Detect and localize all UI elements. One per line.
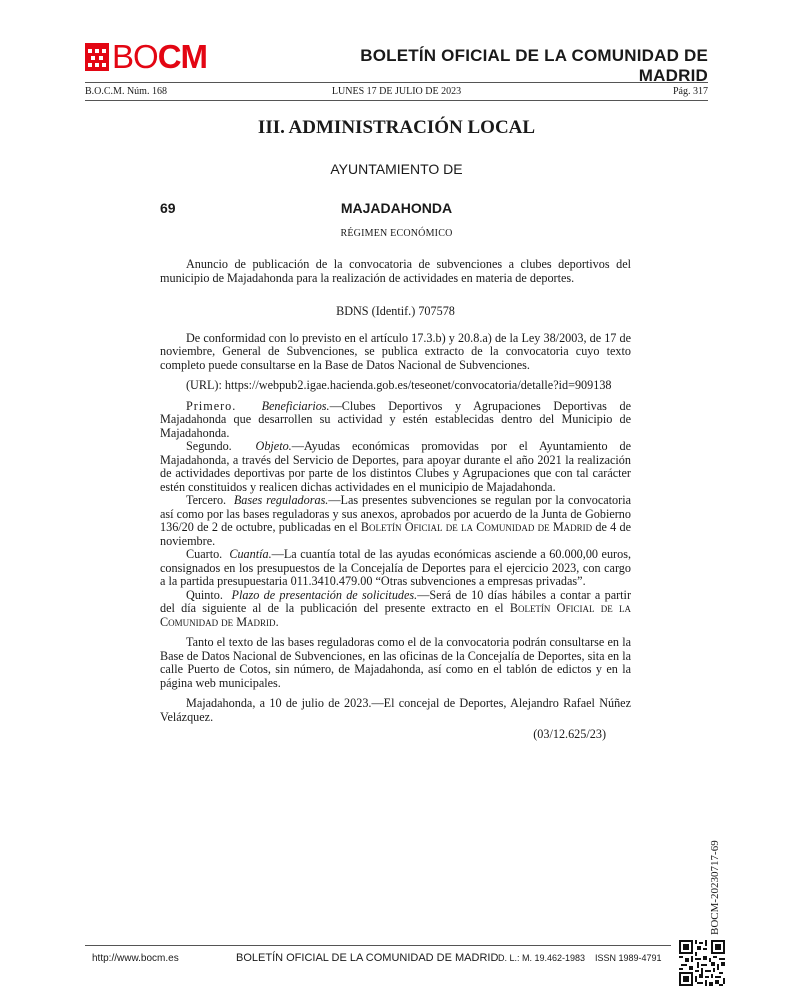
url-line: (URL): https://webpub2.igae.hacienda.gob.es/teseonet/convocatoria/detalle?id=909138 [186, 378, 612, 392]
announcement-body [160, 248, 631, 742]
regime-heading: RÉGIMEN ECONÓMICO [340, 228, 453, 239]
clause-text: —Las presentes subvenciones se regulan por la convocatoria así como por las bases reguladoras y sus anexos, aprobados por acuerdo de la Junta de Gobierno 136/20 de 2 de octubre, publicadas en el [160, 493, 631, 534]
bocm-logo [85, 40, 207, 74]
clause-tercero [160, 494, 631, 548]
logo-cm: CM [157, 38, 208, 75]
footer-url: http://www.bocm.es [92, 953, 179, 964]
header-rule-top [85, 82, 708, 83]
clause-text: —La cuantía total de las ayudas económicas asciende a 60.000,00 euros, consignados en los presupuestos de la Concejalía de Deportes para el ejercicio 2023, con cargo a la partida presupuestaria 011.3410.479.00 “Otras subvenciones a empresas privadas”. [160, 547, 631, 588]
entity-name: MAJADAHONDA [340, 200, 453, 216]
clause-text: . [275, 614, 279, 629]
clause-title: Bases reguladoras. [233, 493, 329, 507]
footer-issn: ISSN 1989-4791 [595, 953, 662, 963]
clause-label: Tercero. [186, 493, 227, 507]
clause-title: Plazo de presentación de solicitudes. [231, 587, 418, 602]
publication-date: LUNES 17 DE JULIO DE 2023 [331, 86, 462, 97]
side-code [705, 830, 725, 935]
page-number: Pág. 317 [673, 86, 708, 97]
signature-paragraph: Majadahonda, a 10 de julio de 2023.—El concejal de Deportes, Alejandro Rafael Núñez Velázquez. [160, 696, 631, 724]
clause-text: de 4 de noviembre. [160, 520, 632, 548]
clause-segundo [160, 440, 631, 494]
consultation-paragraph: Tanto el texto de las bases reguladoras como el de la convocatoria podrán consultarse en la Base de Datos Nacional de Subvenciones, en las oficinas de la Concejalía de Deportes, sita en la calle Puerto de Cotos, sin número, de Majadahonda, así como en el tablón de edictos y en la página web municipales. [160, 635, 631, 690]
side-code-text: BOCM-20230717-69 [709, 840, 721, 935]
legal-basis-paragraph: De conformidad con lo previsto en el artículo 17.3.b) y 20.8.a) de la Ley 38/2003, de 17 de noviembre, General de Subvenciones, se publica extracto de la convocatoria cuyo texto completo puede consultarse en la Base de Datos Nacional de Subvenciones. [160, 330, 631, 372]
entity-type: AYUNTAMIENTO DE [330, 161, 463, 177]
clause-title: Beneficiarios. [261, 398, 330, 413]
clause-title: Cuantía. [229, 547, 272, 561]
bocm-number: B.O.C.M. Núm. 168 [85, 86, 167, 97]
logo-text [112, 40, 207, 74]
entry-number: 69 [160, 200, 176, 216]
clause-label: Quinto. [186, 587, 223, 602]
header-title: BOLETÍN OFICIAL DE LA COMUNIDAD DE MADRID [360, 46, 708, 85]
boletin-reference: Boletín Oficial de la Comunidad de Madrid [360, 520, 593, 534]
clause-cuarto [160, 548, 631, 589]
madrid-stars-icon [85, 43, 109, 71]
clause-label: Segundo. [186, 439, 232, 453]
clause-label: Primero. [186, 398, 237, 413]
header-rule-bottom [85, 100, 708, 101]
logo-bo: BO [112, 38, 158, 75]
qr-code-icon [679, 940, 725, 986]
reference-code: (03/12.625/23) [533, 727, 606, 741]
clause-label: Cuarto. [186, 547, 223, 561]
clause-quinto [160, 589, 631, 630]
footer-rule [85, 945, 671, 946]
clause-title: Objeto. [255, 439, 292, 453]
section-title: III. ADMINISTRACIÓN LOCAL [257, 117, 536, 138]
intro-paragraph: Anuncio de publicación de la convocatoria de subvenciones a clubes deportivos del municipio de Majadahonda para la realización de actividades en materia de deportes. [160, 257, 631, 285]
footer-title: BOLETÍN OFICIAL DE LA COMUNIDAD DE MADRID [236, 952, 499, 964]
bdns-identifier: BDNS (Identif.) 707578 [336, 304, 455, 318]
boletin-reference: Boletín Oficial de la Comunidad de Madrid [160, 601, 631, 629]
clause-text: —Clubes Deportivos y Agrupaciones Deportivas de Majadahonda que desarrollen su actividad y estén establecidas dentro del Municipio de Majadahonda. [160, 398, 631, 440]
clause-text: —Será de 10 días hábiles a contar a partir del día siguiente al de la publicación del presente extracto en el [160, 587, 631, 615]
clause-primero [160, 400, 631, 441]
footer-legal-deposit: D. L.: M. 19.462-1983 [498, 953, 586, 963]
clause-text: —Ayudas económicas promovidas por el Ayuntamiento de Majadahonda, a través del Servicio de Deportes, para apoyar durante el año 2021 la realización de actividades deportivas por parte de los distintos Clubes y Agrupaciones que con tal carácter estén constituidos y realicen dichas actividades en el municipio de Majadahonda. [160, 439, 632, 494]
